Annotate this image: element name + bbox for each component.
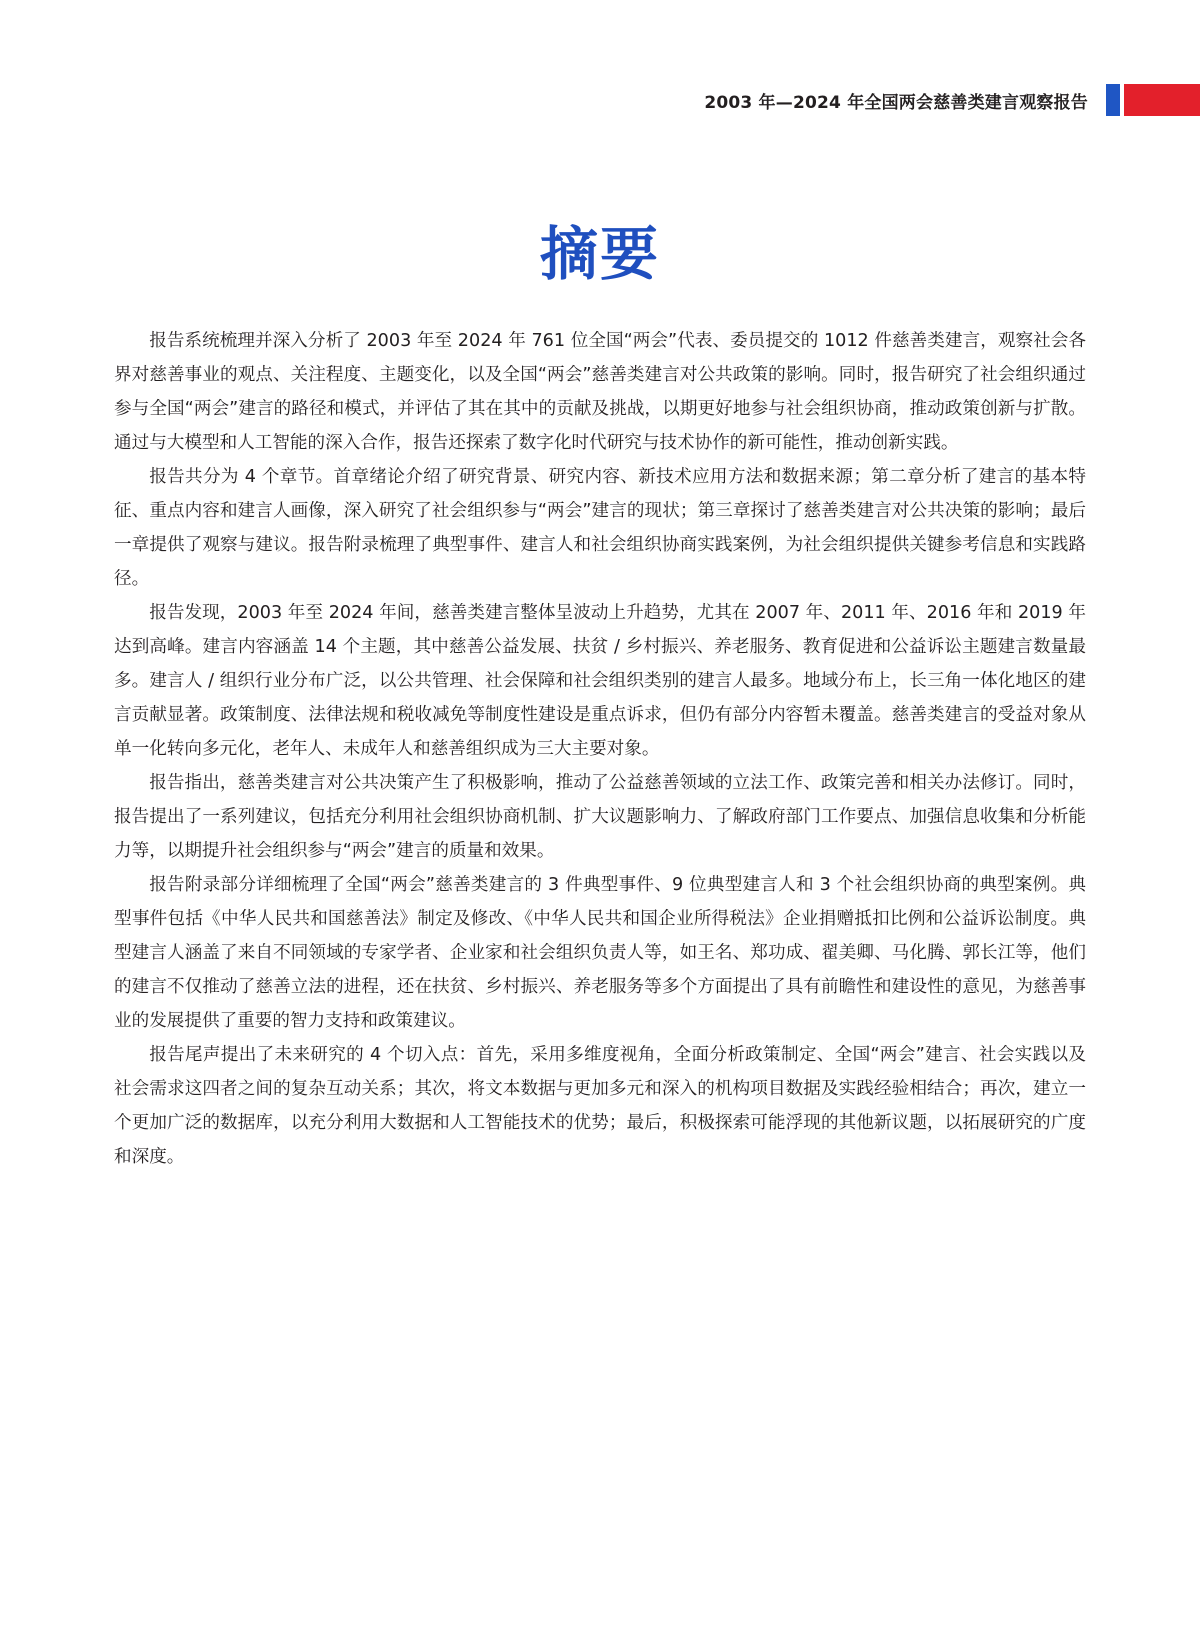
abstract-body [114,324,1086,1174]
abstract-paragraph: 报告发现，2003 年至 2024 年间，慈善类建言整体呈波动上升趋势，尤其在 2007 年、2011 年、2016 年和 2019 年达到高峰。建言内容涵盖 14 个主题，其中慈善公益发展、扶贫 / 乡村振兴、养老服务、教育促进和公益诉讼主题建言数量最多。建言人 / 组织行业分布广泛，以公共管理、社会保障和社会组织类别的建言人最多。地域分布上，长三角一体化地区的建言贡献显著。政策制度、法律法规和税收减免等制度性建设是重点诉求，但仍有部分内容暂未覆盖。慈善类建言的受益对象从单一化转向多元化，老年人、未成年人和慈善组织成为三大主要对象。 [114,603,1086,759]
abstract-paragraph: 报告附录部分详细梳理了全国“两会”慈善类建言的 3 件典型事件、9 位典型建言人和 3 个社会组织协商的典型案例。典型事件包括《中华人民共和国慈善法》制定及修改、《中华人民共和国企业所得税法》企业捐赠抵扣比例和公益诉讼制度。典型建言人涵盖了来自不同领域的专家学者、企业家和社会组织负责人等，如王名、郑功成、翟美卿、马化腾、郭长江等，他们的建言不仅推动了慈善立法的进程，还在扶贫、乡村振兴、养老服务等多个方面提出了具有前瞻性和建设性的意见，为慈善事业的发展提供了重要的智力支持和政策建议。 [114,875,1086,1031]
page-title: 摘要 [539,219,660,288]
abstract-paragraph: 报告指出，慈善类建言对公共决策产生了积极影响，推动了公益慈善领域的立法工作、政策完善和相关办法修订。同时，报告提出了一系列建议，包括充分利用社会组织协商机制、扩大议题影响力、了解政府部门工作要点、加强信息收集和分析能力等，以期提升社会组织参与“两会”建言的质量和效果。 [114,773,1086,861]
running-header-title: 2003 年—2024 年全国两会慈善类建言观察报告 [704,92,1088,113]
header-accent-bar-red [1124,84,1200,116]
abstract-paragraph: 报告系统梳理并深入分析了 2003 年至 2024 年 761 位全国“两会”代表、委员提交的 1012 件慈善类建言，观察社会各界对慈善事业的观点、关注程度、主题变化，以及全国“两会”慈善类建言对公共政策的影响。同时，报告研究了社会组织通过参与全国“两会”建言的路径和模式，并评估了其在其中的贡献及挑战，以期更好地参与社会组织协商，推动政策创新与扩散。通过与大模型和人工智能的深入合作，报告还探索了数字化时代研究与技术协作的新可能性，推动创新实践。 [114,331,1086,453]
abstract-paragraph: 报告尾声提出了未来研究的 4 个切入点：首先，采用多维度视角，全面分析政策制定、全国“两会”建言、社会实践以及社会需求这四者之间的复杂互动关系；其次，将文本数据与更加多元和深入的机构项目数据及实践经验相结合；再次，建立一个更加广泛的数据库，以充分利用大数据和人工智能技术的优势；最后，积极探索可能浮现的其他新议题，以拓展研究的广度和深度。 [114,1045,1086,1167]
abstract-paragraph: 报告共分为 4 个章节。首章绪论介绍了研究背景、研究内容、新技术应用方法和数据来源；第二章分析了建言的基本特征、重点内容和建言人画像，深入研究了社会组织参与“两会”建言的现状；第三章探讨了慈善类建言对公共决策的影响；最后一章提供了观察与建议。报告附录梳理了典型事件、建言人和社会组织协商实践案例，为社会组织提供关键参考信息和实践路径。 [114,467,1086,589]
header-accent-bar-blue [1106,84,1120,116]
